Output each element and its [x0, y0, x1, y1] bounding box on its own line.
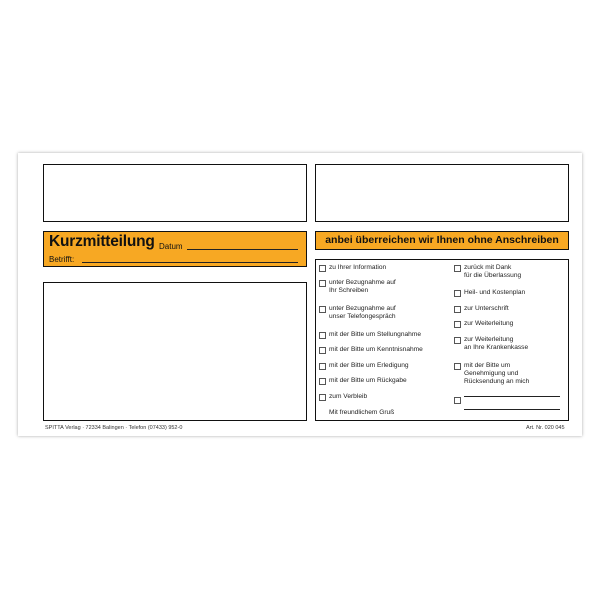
checkbox[interactable]: [454, 265, 461, 272]
message-box: [43, 282, 307, 421]
option-label: mit der Bitte um Kenntnisnahme: [329, 346, 423, 353]
option-label: mit der Bitte um Genehmigung und Rücksendung an mich: [464, 362, 530, 385]
footer-publisher: SPITTA Verlag · 72334 Balingen · Telefon (07433) 952-0: [45, 425, 183, 431]
betrifft-label: Betrifft:: [49, 255, 75, 264]
option-label: mit der Bitte um Erledigung: [329, 362, 409, 369]
datum-line: [187, 249, 298, 250]
banner: [315, 231, 569, 250]
banner-text: anbei überreichen wir Ihnen ohne Anschreiben: [325, 234, 559, 246]
option-label: zu Ihrer Information: [329, 264, 387, 271]
option-label: mit der Bitte um Stellungnahme: [329, 331, 421, 338]
checkbox[interactable]: [319, 363, 326, 370]
custom-option-line: [464, 396, 560, 397]
checkbox[interactable]: [319, 332, 326, 339]
form-title: Kurzmitteilung: [49, 233, 155, 250]
checkbox[interactable]: [319, 378, 326, 385]
option-label: mit der Bitte um Rückgabe: [329, 377, 407, 384]
checkbox[interactable]: [319, 265, 326, 272]
checkbox[interactable]: [454, 306, 461, 313]
option-label: Heil- und Kostenplan: [464, 289, 526, 296]
greeting: Mit freundlichem Gruß: [329, 409, 395, 416]
betrifft-line: [82, 262, 298, 263]
checkbox[interactable]: [454, 290, 461, 297]
checkbox[interactable]: [454, 337, 461, 344]
checkbox[interactable]: [319, 306, 326, 313]
option-label: unter Bezugnahme auf Ihr Schreiben: [329, 279, 396, 294]
checkbox[interactable]: [319, 347, 326, 354]
address-box-right: [315, 164, 569, 222]
option-label: zurück mit Dank für die Überlassung: [464, 264, 522, 279]
custom-option-line: [464, 409, 560, 410]
option-label: zum Verbleib: [329, 393, 368, 400]
checkbox[interactable]: [319, 394, 326, 401]
datum-label: Datum: [159, 242, 183, 251]
checkbox[interactable]: [454, 321, 461, 328]
memo-form: [18, 153, 582, 436]
option-label: zur Weiterleitung an Ihre Krankenkasse: [464, 336, 529, 351]
address-box-left: [43, 164, 307, 222]
title-panel: [43, 231, 307, 267]
checkbox[interactable]: [454, 397, 461, 404]
checkbox[interactable]: [319, 280, 326, 287]
option-label: zur Weiterleitung: [464, 320, 514, 327]
footer-article-number: Art. Nr. 020 045: [526, 425, 565, 431]
option-label: zur Unterschrift: [464, 305, 509, 312]
option-label: unter Bezugnahme auf unser Telefongespräch: [329, 305, 396, 320]
checkbox[interactable]: [454, 363, 461, 370]
